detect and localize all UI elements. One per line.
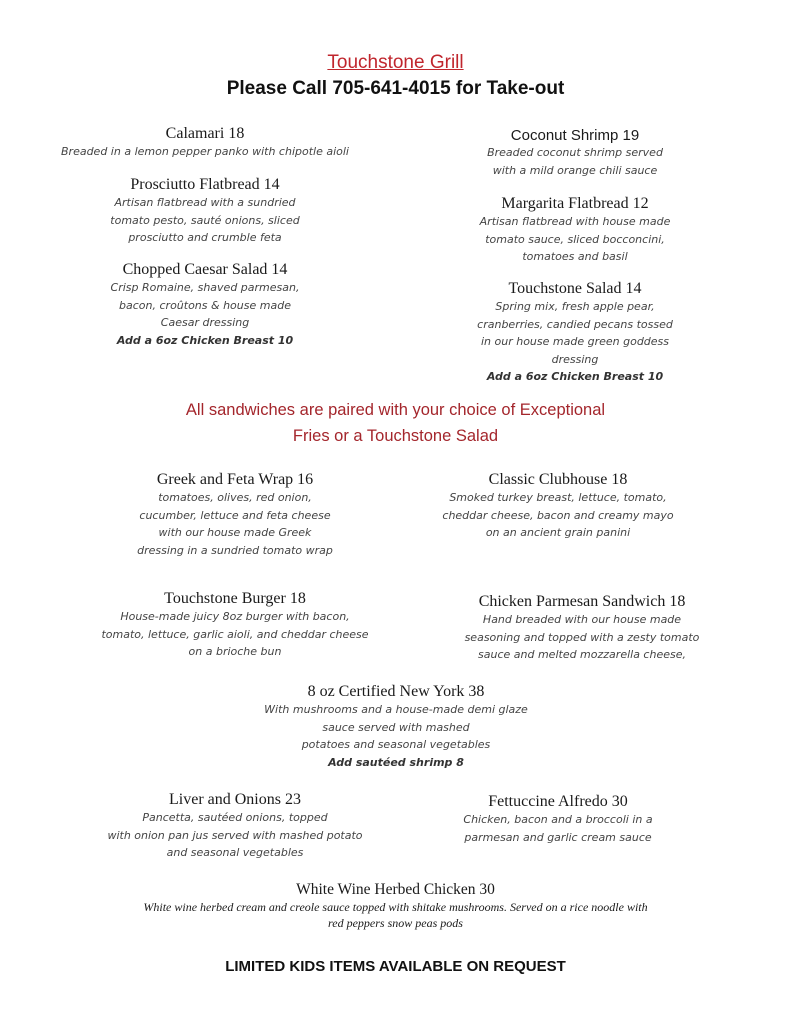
menu-item-touchstone-burger [50,590,420,661]
item-title: Calamari 18 [165,125,245,142]
menu-item-new-york-steak [196,683,596,771]
menu-item-touchstone-salad [410,280,740,386]
item-description: Pancetta, sautéed onions, topped with onion pan jus served with mashed potato and seasonal vegetables [107,811,363,860]
item-description: Crisp Romaine, shaved parmesan, bacon, croûtons & house made Caesar dressing [110,281,300,330]
item-title: Touchstone Salad 14 [508,280,642,297]
menu-item-coconut-shrimp [410,127,740,179]
item-addon: Add a 6oz Chicken Breast 10 [116,333,294,347]
item-description: House-made juicy 8oz burger with bacon, tomato, lettuce, garlic aioli, and cheddar cheese on a brioche bun [101,610,369,659]
menu-item-clubhouse [393,471,723,542]
item-description: Artisan flatbread with house made tomato sauce, sliced bocconcini, tomatoes and basil [479,215,671,264]
menu-item-margarita-flatbread [410,195,740,266]
item-description: Smoked turkey breast, lettuce, tomato, cheddar cheese, bacon and creamy mayo on an ancient grain panini [442,491,674,540]
item-description: White wine herbed cream and creole sauce topped with shitake mushrooms. Served on a rice noodle with red peppers snow peas pods [143,900,648,930]
item-title: Touchstone Burger 18 [164,590,306,607]
item-title: Liver and Onions 23 [169,791,301,808]
menu-item-calamari [40,125,370,161]
item-description: Spring mix, fresh apple pear, cranberries, candied pecans tossed in our house made green goddess dressing [477,300,673,366]
menu-item-chicken-parmesan [397,593,767,664]
menu-item-chopped-caesar [40,261,370,349]
item-title: Coconut Shrimp 19 [510,127,640,144]
item-description: Artisan flatbread with a sundried tomato pesto, sauté onions, sliced prosciutto and crumble feta [110,196,300,245]
kids-items-notice: LIMITED KIDS ITEMS AVAILABLE ON REQUEST [225,958,566,975]
menu-item-prosciutto-flatbread [40,176,370,247]
sandwich-notice: All sandwiches are paired with your choice of Exceptional Fries or a Touchstone Salad [185,401,606,445]
item-description: Breaded coconut shrimp served with a mild orange chili sauce [487,146,663,177]
item-title: Fettuccine Alfredo 30 [488,793,628,810]
item-addon: Add sautéed shrimp 8 [328,755,464,769]
menu-item-fettuccine-alfredo [393,793,723,846]
menu-item-liver-onions [50,791,420,862]
item-description: Breaded in a lemon pepper panko with chipotle aioli [61,145,349,158]
item-title: Greek and Feta Wrap 16 [156,471,314,488]
item-title: Chicken Parmesan Sandwich 18 [478,593,686,610]
item-description: Chicken, bacon and a broccoli in a parmesan and garlic cream sauce [463,813,653,844]
item-title: White Wine Herbed Chicken 30 [296,881,495,898]
item-title: Chopped Caesar Salad 14 [122,261,288,278]
item-description: With mushrooms and a house-made demi glaze sauce served with mashed potatoes and seasonal vegetables [264,703,528,752]
item-title: Margarita Flatbread 12 [501,195,649,212]
item-description: tomatoes, olives, red onion, cucumber, lettuce and feta cheese with our house made Greek dressing in a sundried tomato wrap [137,491,333,557]
menu-item-white-wine-chicken [60,881,731,931]
item-addon: Add a 6oz Chicken Breast 10 [486,370,664,384]
menu-item-greek-wrap [70,471,400,559]
restaurant-name: Touchstone Grill [327,52,464,73]
item-title: 8 oz Certified New York 38 [307,683,485,700]
item-title: Prosciutto Flatbread 14 [130,176,280,193]
item-title: Classic Clubhouse 18 [488,471,628,488]
takeout-phone: Please Call 705-641-4015 for Take-out [226,78,565,99]
item-description: Hand breaded with our house made seasoning and topped with a zesty tomato sauce and melted mozzarella cheese, [464,613,700,662]
